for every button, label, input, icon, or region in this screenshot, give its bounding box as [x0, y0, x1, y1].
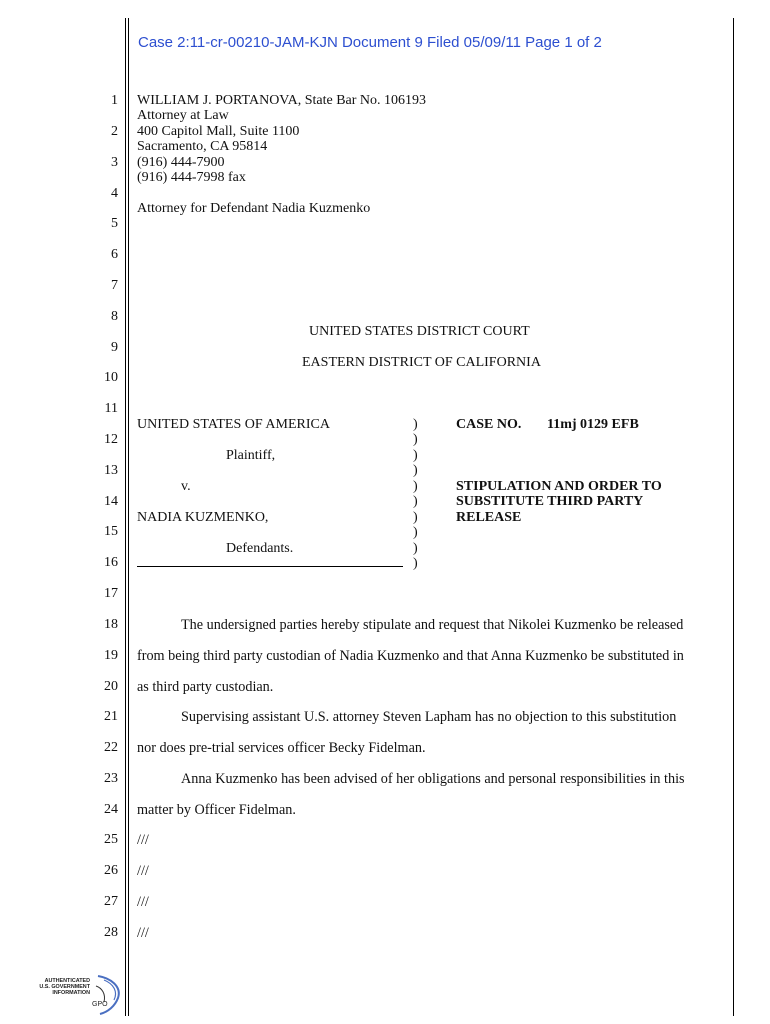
line-number: 4 [111, 186, 118, 201]
line-number: 16 [104, 555, 118, 570]
caption-paren: ) [413, 510, 418, 525]
seal-line: U.S. GOVERNMENT [39, 984, 90, 990]
attorney-address-1: 400 Capitol Mall, Suite 1100 [137, 124, 300, 139]
line-number: 22 [104, 740, 118, 755]
court-district: EASTERN DISTRICT OF CALIFORNIA [302, 355, 541, 370]
caption-paren: ) [413, 541, 418, 556]
attorney-name: WILLIAM J. PORTANOVA, State Bar No. 106193 [137, 93, 427, 108]
attorney-title: Attorney at Law [137, 108, 229, 123]
defendant-name: NADIA KUZMENKO, [137, 510, 269, 525]
continuation-slashes: /// [137, 894, 149, 910]
seal-line: INFORMATION [52, 990, 90, 996]
case-number-label: CASE NO. [456, 417, 522, 432]
attorney-address-2: Sacramento, CA 95814 [137, 139, 268, 154]
caption-paren: ) [413, 463, 418, 478]
caption-paren: ) [413, 494, 418, 509]
line-number: 28 [104, 925, 118, 940]
line-number: 12 [104, 432, 118, 447]
caption-paren: ) [413, 525, 418, 540]
defendant-role: Defendants. [226, 541, 294, 556]
line-number: 3 [111, 155, 118, 170]
line-number: 20 [104, 679, 118, 694]
line-number: 23 [104, 771, 118, 786]
line-number: 19 [104, 648, 118, 663]
line-number: 18 [104, 617, 118, 632]
line-number: 6 [111, 247, 118, 262]
line-number: 2 [111, 124, 118, 139]
body-line: nor does pre-trial services officer Becky Fidelman. [137, 740, 426, 756]
margin-rule-left-outer [125, 18, 126, 1016]
line-number: 24 [104, 802, 118, 817]
margin-rule-right [733, 18, 734, 1016]
body-line: The undersigned parties hereby stipulate and request that Nikolei Kuzmenko be released [181, 617, 684, 633]
caption-paren: ) [413, 556, 418, 571]
continuation-slashes: /// [137, 832, 149, 848]
plaintiff-name: UNITED STATES OF AMERICA [137, 417, 330, 432]
line-number: 14 [104, 494, 118, 509]
caption-paren: ) [413, 417, 418, 432]
line-number: 13 [104, 463, 118, 478]
line-number: 17 [104, 586, 118, 601]
plaintiff-role: Plaintiff, [226, 448, 276, 463]
margin-rule-left-inner [128, 18, 129, 1016]
continuation-slashes: /// [137, 863, 149, 879]
case-number-value: 11mj 0129 EFB [547, 417, 639, 432]
caption-underline [137, 566, 403, 567]
attorney-representing: Attorney for Defendant Nadia Kuzmenko [137, 201, 371, 216]
gpo-authentication-seal [38, 972, 128, 1016]
line-number: 7 [111, 278, 118, 293]
line-number: 11 [104, 401, 118, 416]
line-number: 26 [104, 863, 118, 878]
line-number: 9 [111, 340, 118, 355]
versus: v. [181, 479, 191, 494]
filing-header: Case 2:11-cr-00210-JAM-KJN Document 9 Filed 05/09/11 Page 1 of 2 [138, 34, 602, 51]
body-line: as third party custodian. [137, 679, 274, 695]
line-number: 25 [104, 832, 118, 847]
court-name: UNITED STATES DISTRICT COURT [309, 324, 530, 339]
caption-paren: ) [413, 448, 418, 463]
document-title-line-1: STIPULATION AND ORDER TO [456, 479, 662, 494]
caption-paren: ) [413, 479, 418, 494]
continuation-slashes: /// [137, 925, 149, 941]
document-title-line-3: RELEASE [456, 510, 522, 525]
eagle-seal-icon [38, 972, 128, 1016]
document-title-line-2: SUBSTITUTE THIRD PARTY [456, 494, 644, 509]
seal-gpo-label: GPO [92, 1001, 108, 1008]
line-number: 5 [111, 216, 118, 231]
line-number: 15 [104, 524, 118, 539]
line-number: 8 [111, 309, 118, 324]
attorney-phone: (916) 444-7900 [137, 155, 225, 170]
body-line: Anna Kuzmenko has been advised of her obligations and personal responsibilities in this [181, 771, 685, 787]
line-number: 10 [104, 370, 118, 385]
body-line: from being third party custodian of Nadia Kuzmenko and that Anna Kuzmenko be substituted in [137, 648, 684, 664]
seal-line: AUTHENTICATED [44, 978, 90, 984]
line-number: 27 [104, 894, 118, 909]
line-number: 21 [104, 709, 118, 724]
caption-paren: ) [413, 432, 418, 447]
body-line: matter by Officer Fidelman. [137, 802, 296, 818]
body-line: Supervising assistant U.S. attorney Steven Lapham has no objection to this substitution [181, 709, 677, 725]
attorney-fax: (916) 444-7998 fax [137, 170, 246, 185]
line-number: 1 [111, 93, 118, 108]
